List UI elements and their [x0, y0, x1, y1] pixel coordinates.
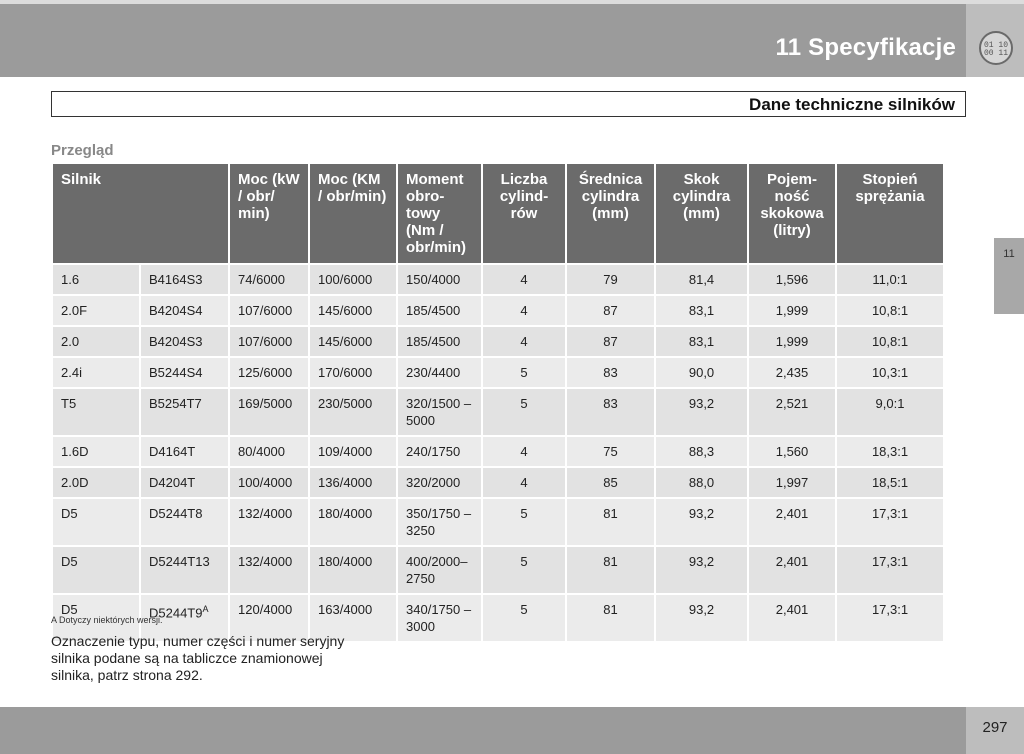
cell-stroke: 93,2	[656, 389, 747, 435]
cell-code: B5254T7	[141, 389, 228, 435]
cell-displacement: 1,997	[749, 468, 835, 497]
cell-compression: 10,8:1	[837, 327, 943, 356]
cell-power-kw: 132/4000	[230, 499, 308, 545]
cell-model: 1.6	[53, 265, 139, 294]
header-cylinders: Liczba cylind- rów	[483, 164, 565, 263]
cell-bore: 87	[567, 327, 654, 356]
header-torque: Moment obro- towy (Nm / obr/min)	[398, 164, 481, 263]
cell-model: D5	[53, 499, 139, 545]
cell-code: D5244T13	[141, 547, 228, 593]
footnote-text: Dotyczy niektórych wersji.	[59, 615, 163, 625]
cell-compression: 18,5:1	[837, 468, 943, 497]
cell-cylinders: 5	[483, 389, 565, 435]
table-row	[53, 437, 943, 466]
cell-power-km: 163/4000	[310, 595, 396, 641]
cell-power-km: 170/6000	[310, 358, 396, 387]
cell-torque: 350/1750 – 3250	[398, 499, 481, 545]
cell-power-km: 109/4000	[310, 437, 396, 466]
cell-bore: 79	[567, 265, 654, 294]
cell-model: 2.4i	[53, 358, 139, 387]
header-displacement: Pojem- ność skokowa (litry)	[749, 164, 835, 263]
cell-compression: 17,3:1	[837, 595, 943, 641]
footnote	[51, 615, 163, 625]
cell-compression: 9,0:1	[837, 389, 943, 435]
cell-torque: 320/2000	[398, 468, 481, 497]
chapter-title: 11 Specyfikacje	[775, 34, 956, 61]
cell-power-kw: 107/6000	[230, 327, 308, 356]
footnote-marker-label: A	[51, 615, 57, 625]
cell-cylinders: 5	[483, 595, 565, 641]
icon-line-1: 01 10	[983, 41, 1008, 50]
header-compression: Stopień sprężania	[837, 164, 943, 263]
cell-power-kw: 120/4000	[230, 595, 308, 641]
cell-bore: 83	[567, 358, 654, 387]
cell-code: B4204S4	[141, 296, 228, 325]
cell-displacement: 1,560	[749, 437, 835, 466]
cell-stroke: 90,0	[656, 358, 747, 387]
cell-code: D4204T	[141, 468, 228, 497]
binary-section-icon	[979, 31, 1013, 65]
footer-tab	[966, 707, 1024, 754]
cell-model: 2.0	[53, 327, 139, 356]
chapter-side-tab[interactable]	[994, 238, 1024, 314]
cell-power-km: 100/6000	[310, 265, 396, 294]
cell-stroke: 81,4	[656, 265, 747, 294]
cell-power-km: 136/4000	[310, 468, 396, 497]
header-stroke: Skok cylindra (mm)	[656, 164, 747, 263]
cell-code: B4164S3	[141, 265, 228, 294]
cell-displacement: 2,401	[749, 547, 835, 593]
cell-bore: 75	[567, 437, 654, 466]
cell-code: D4164T	[141, 437, 228, 466]
header-bore: Średnica cylindra (mm)	[567, 164, 654, 263]
header-tab	[966, 4, 1024, 77]
page-title: Dane techniczne silników	[749, 95, 955, 114]
cell-torque: 185/4500	[398, 327, 481, 356]
cell-stroke: 88,0	[656, 468, 747, 497]
cell-stroke: 93,2	[656, 499, 747, 545]
cell-model: D5	[53, 547, 139, 593]
cell-power-kw: 107/6000	[230, 296, 308, 325]
cell-bore: 85	[567, 468, 654, 497]
page-number: 297	[982, 719, 1008, 736]
cell-stroke: 93,2	[656, 595, 747, 641]
cell-displacement: 2,435	[749, 358, 835, 387]
cell-bore: 87	[567, 296, 654, 325]
table-row	[53, 499, 943, 545]
cell-cylinders: 4	[483, 327, 565, 356]
engine-plate-note: Oznaczenie typu, numer części i numer seryjny silnika podane są na tabliczce znamionowej silnika, patrz strona 292.	[51, 633, 345, 683]
cell-power-km: 230/5000	[310, 389, 396, 435]
cell-cylinders: 5	[483, 547, 565, 593]
table-header-row	[53, 164, 943, 263]
cell-torque: 340/1750 – 3000	[398, 595, 481, 641]
cell-power-kw: 169/5000	[230, 389, 308, 435]
cell-displacement: 2,401	[749, 499, 835, 545]
table-row	[53, 547, 943, 593]
cell-code: B5244S4	[141, 358, 228, 387]
cell-cylinders: 4	[483, 437, 565, 466]
cell-displacement: 1,596	[749, 265, 835, 294]
cell-displacement: 1,999	[749, 327, 835, 356]
cell-code: D5244T8	[141, 499, 228, 545]
cell-stroke: 88,3	[656, 437, 747, 466]
cell-cylinders: 5	[483, 358, 565, 387]
header-bar	[0, 4, 966, 77]
cell-code-text: D5244T9	[149, 605, 203, 621]
header-power-km: Moc (KM / obr/min)	[310, 164, 396, 263]
cell-stroke: 93,2	[656, 547, 747, 593]
header-engine: Silnik	[53, 164, 228, 263]
cell-power-km: 180/4000	[310, 499, 396, 545]
cell-stroke: 83,1	[656, 327, 747, 356]
cell-bore: 81	[567, 499, 654, 545]
cell-power-km: 145/6000	[310, 296, 396, 325]
cell-power-kw: 74/6000	[230, 265, 308, 294]
cell-power-kw: 100/4000	[230, 468, 308, 497]
cell-torque: 230/4400	[398, 358, 481, 387]
footnote-marker: A	[202, 604, 209, 614]
cell-displacement: 2,521	[749, 389, 835, 435]
cell-model: 1.6D	[53, 437, 139, 466]
side-tab-label: 11	[1003, 248, 1015, 260]
cell-code: B4204S3	[141, 327, 228, 356]
table-row	[53, 468, 943, 497]
cell-displacement: 2,401	[749, 595, 835, 641]
icon-line-2: 00 11	[983, 49, 1008, 58]
footer-bar	[0, 707, 966, 754]
table-row	[53, 327, 943, 356]
cell-bore: 81	[567, 547, 654, 593]
cell-bore: 83	[567, 389, 654, 435]
cell-model: 2.0F	[53, 296, 139, 325]
cell-torque: 400/2000– 2750	[398, 547, 481, 593]
cell-torque: 150/4000	[398, 265, 481, 294]
cell-compression: 11,0:1	[837, 265, 943, 294]
cell-power-kw: 80/4000	[230, 437, 308, 466]
cell-power-km: 180/4000	[310, 547, 396, 593]
section-heading: Przegląd	[51, 142, 114, 159]
cell-compression: 17,3:1	[837, 499, 943, 545]
cell-compression: 10,8:1	[837, 296, 943, 325]
cell-model: T5	[53, 389, 139, 435]
table-row	[53, 265, 943, 294]
cell-torque: 320/1500 – 5000	[398, 389, 481, 435]
cell-displacement: 1,999	[749, 296, 835, 325]
cell-compression: 18,3:1	[837, 437, 943, 466]
header-power-kw: Moc (kW / obr/ min)	[230, 164, 308, 263]
table-row	[53, 358, 943, 387]
cell-stroke: 83,1	[656, 296, 747, 325]
cell-compression: 17,3:1	[837, 547, 943, 593]
engine-specs-table	[51, 162, 945, 643]
cell-torque: 185/4500	[398, 296, 481, 325]
table-row	[53, 389, 943, 435]
cell-cylinders: 4	[483, 296, 565, 325]
cell-model: 2.0D	[53, 468, 139, 497]
cell-bore: 81	[567, 595, 654, 641]
table-row	[53, 296, 943, 325]
cell-power-km: 145/6000	[310, 327, 396, 356]
cell-cylinders: 4	[483, 468, 565, 497]
cell-power-kw: 125/6000	[230, 358, 308, 387]
cell-torque: 240/1750	[398, 437, 481, 466]
cell-cylinders: 5	[483, 499, 565, 545]
cell-cylinders: 4	[483, 265, 565, 294]
cell-power-kw: 132/4000	[230, 547, 308, 593]
cell-model: D5	[53, 595, 139, 641]
cell-compression: 10,3:1	[837, 358, 943, 387]
subheader-box	[51, 91, 966, 117]
